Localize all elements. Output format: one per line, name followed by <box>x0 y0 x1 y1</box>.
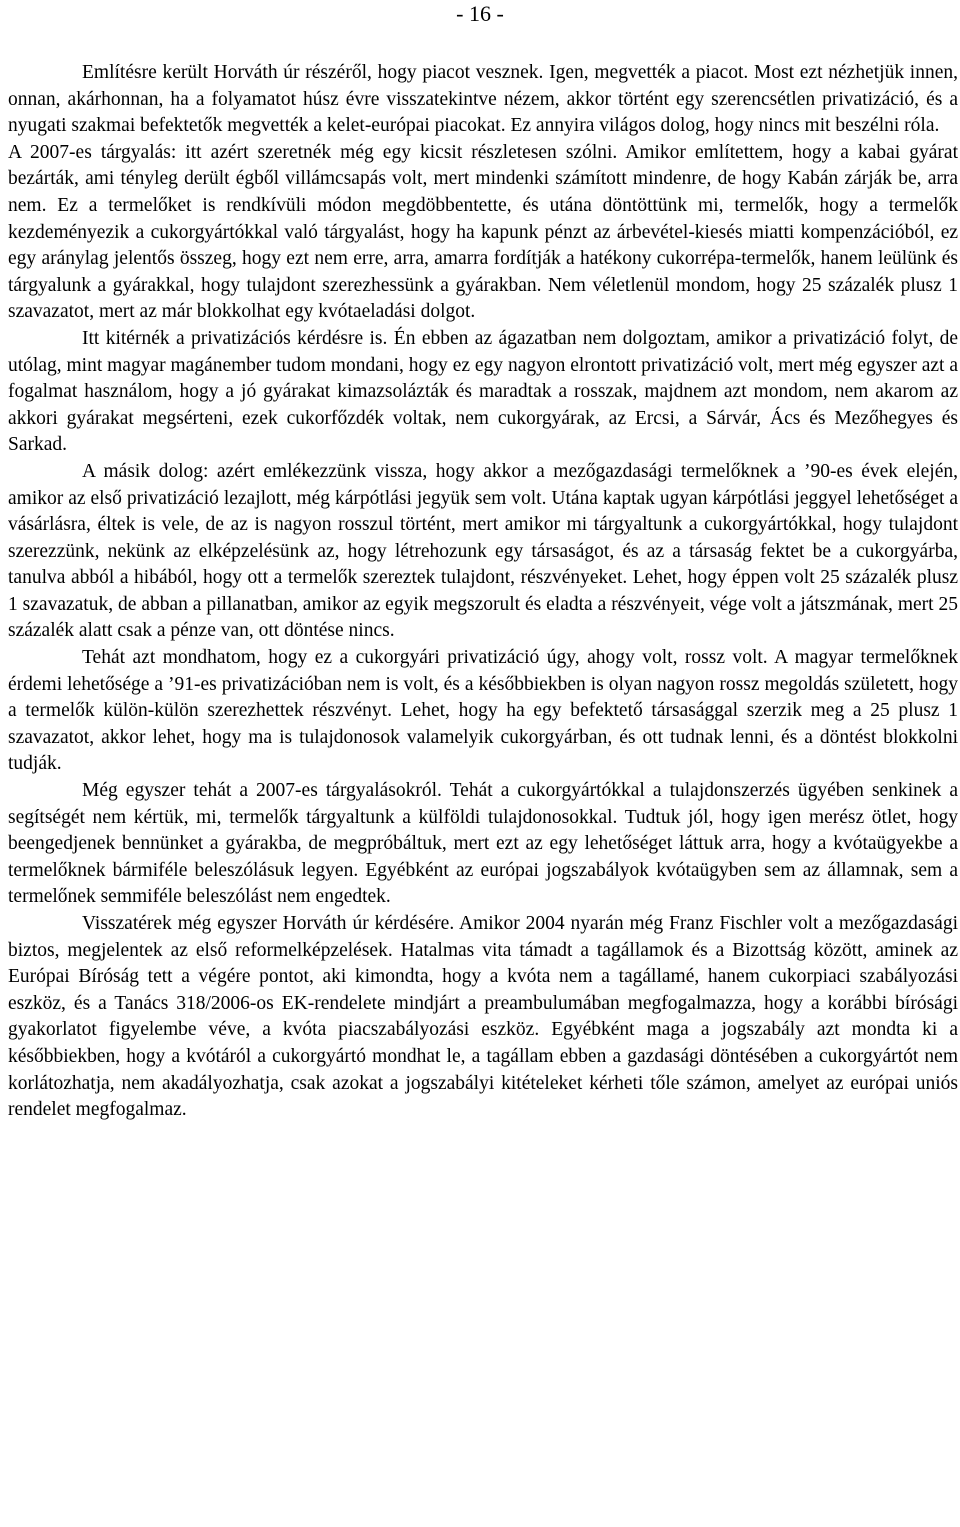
paragraph-7: Visszatérek még egyszer Horváth úr kérdésére. Amikor 2004 nyarán még Franz Fischler volt a mezőgazdasági biztos, megjelentek az első reformelképzelések. Hatalmas vita támadt a tagállamok és a Bizottság között, aminek az Európai Bíróság tett a végére pontot, aki kimondta, hogy a kvóta nem a tagállamé, hanem cukorpiaci szabályozási eszköz, és a Tanács 318/2006-os EK-rendelete mindjárt a preambulumában megfogalmazza, hogy a korábbi bírósági gyakorlatot figyelembe véve, a kvóta piacszabályozási eszköz. Egyébként maga a jogszabály azt mondta ki a későbbiekben, hogy a kvótáról a cukorgyártó mondhat le, a tagállam ebben a gazdasági döntésében a cukorgyártót nem korlátozhatja, nem akadályozhatja, csak azokat a jogszabályi kitételeket kérheti tőle számon, amelyet az európai uniós rendelet megfogalmaz. <box>8 913 958 1121</box>
paragraph-5: Tehát azt mondhatom, hogy ez a cukorgyári privatizáció úgy, ahogy volt, rossz volt. A magyar termelőknek érdemi lehetősége a ’91-es privatizációban nem is volt, és a későbbiekben is olyan nagyon rossz megoldás született, hogy a termelők külön-külön szerezhettek részvényt. Lehet, hogy ha egy befektető társasággal szerzik meg a 25 plusz 1 szavazatot, akkor lehet, hogy ma is tulajdonosok valamelyik cukorgyárban, és ott tudnak lenni, és a döntést blokkolni tudják. <box>8 647 958 775</box>
paragraph-4: A másik dolog: azért emlékezzünk vissza, hogy akkor a mezőgazdasági termelőknek a ’90-es évek elején, amikor az első privatizáció lezajlott, még kárpótlási jegyük sem volt. Utána kaptak ugyan kárpótlási jeggyel lehetőséget a vásárlásra, éltek is vele, de az is nagyon rosszul történt, mert amikor mi tárgyaltunk a cukorgyártókkal, hogy tulajdont szerezzünk, nekünk az elképzelésünk az, hogy létrehozunk egy társaságot, és az a társaság fektet be a cukorgyárba, tanulva abból a hibából, hogy ott a termelők szereztek tulajdont, részvényeket. Lehet, hogy éppen volt 25 százalék plusz 1 szavazatuk, de abban a pillanatban, amikor az egyik megszorult és eladta a részvényeit, vége volt a játszmának, mert 25 százalék alatt csak a pénze van, ott döntése nincs. <box>8 460 958 642</box>
page-number: - 16 - <box>456 1 504 26</box>
paragraph-3: Itt kitérnék a privatizációs kérdésre is. Én ebben az ágazatban nem dolgoztam, amikor a privatizáció folyt, de utólag, mint magyar magánember tudom mondani, hogy ez egy nagyon elrontott privatizáció volt, mert még egyszer azt a fogalmat használom, hogy a jó gyárakat kimazsolázták és maradtak a rosszak, majdnem azt mondom, nem akarom az akkori gyárakat megsérteni, ezek cukorfőzdék voltak, nem cukorgyárak, az Ercsi, a Sárvár, Ács és Mezőhegyes és Sarkad. <box>8 327 958 456</box>
paragraph-6: Még egyszer tehát a 2007-es tárgyalásokról. Tehát a cukorgyártókkal a tulajdonszerzés ügyében senkinek a segítségét nem kértük, mi, termelők tárgyaltunk a külföldi tulajdonosokkal. Tudtuk jól, hogy igen merész ötlet, hogy beengedjenek bennünket a gyárakba, de megpróbáltuk, mert ezt az egy lehetőséget láttuk arra, hogy a kvótaügyekbe a termelőknek bármiféle beleszólásuk legyen. Egyébként az európai jogszabályok kvótaügyben sem az államnak, sem a termelőnek semmiféle beleszólást nem engedtek. <box>8 780 958 908</box>
paragraph-1: Említésre került Horváth úr részéről, hogy piacot vesznek. Igen, megvették a piacot. Most ezt nézhetjük innen, onnan, akárhonnan, ha a folyamatot húsz évre visszatekintve nézem, akkor történt egy szerencsétlen privatizáció, és a nyugati szakmai befektetők megvették a kelet-európai piacokat. Ez annyira világos dolog, hogy nincs mit beszélni róla. <box>8 62 958 137</box>
body-text <box>8 60 958 1124</box>
paragraph-2: A 2007-es tárgyalás: itt azért szeretnék még egy kicsit részletesen szólni. Amikor említettem, hogy a kabai gyárat bezárták, ami tényleg derült égből villámcsapás volt, mert mindenki számított mindenre, de hogy Kabán zárják be, arra nem. Ez a termelőket is rendkívüli módon megdöbbentette, és utána döntöttünk mi, termelők, hogy a termelők kezdeményezik a cukorgyártókkal való tárgyalást, hogy ha kapunk pénzt az árbevétel-kiesés miatti kompenzációból, ez egy aránylag jelentős összeg, hogy ezt nem erre, arra, amarra fordítják a hatékony cukorrépa-termelők, hanem leülünk és tárgyalunk a gyárakkal, hogy tulajdont szerezhessünk a gyárakban. Nem véletlenül mondom, hogy 25 százalék plusz 1 szavazatot, mert az már blokkolhat egy kvótaeladási dolgot. <box>8 141 958 323</box>
